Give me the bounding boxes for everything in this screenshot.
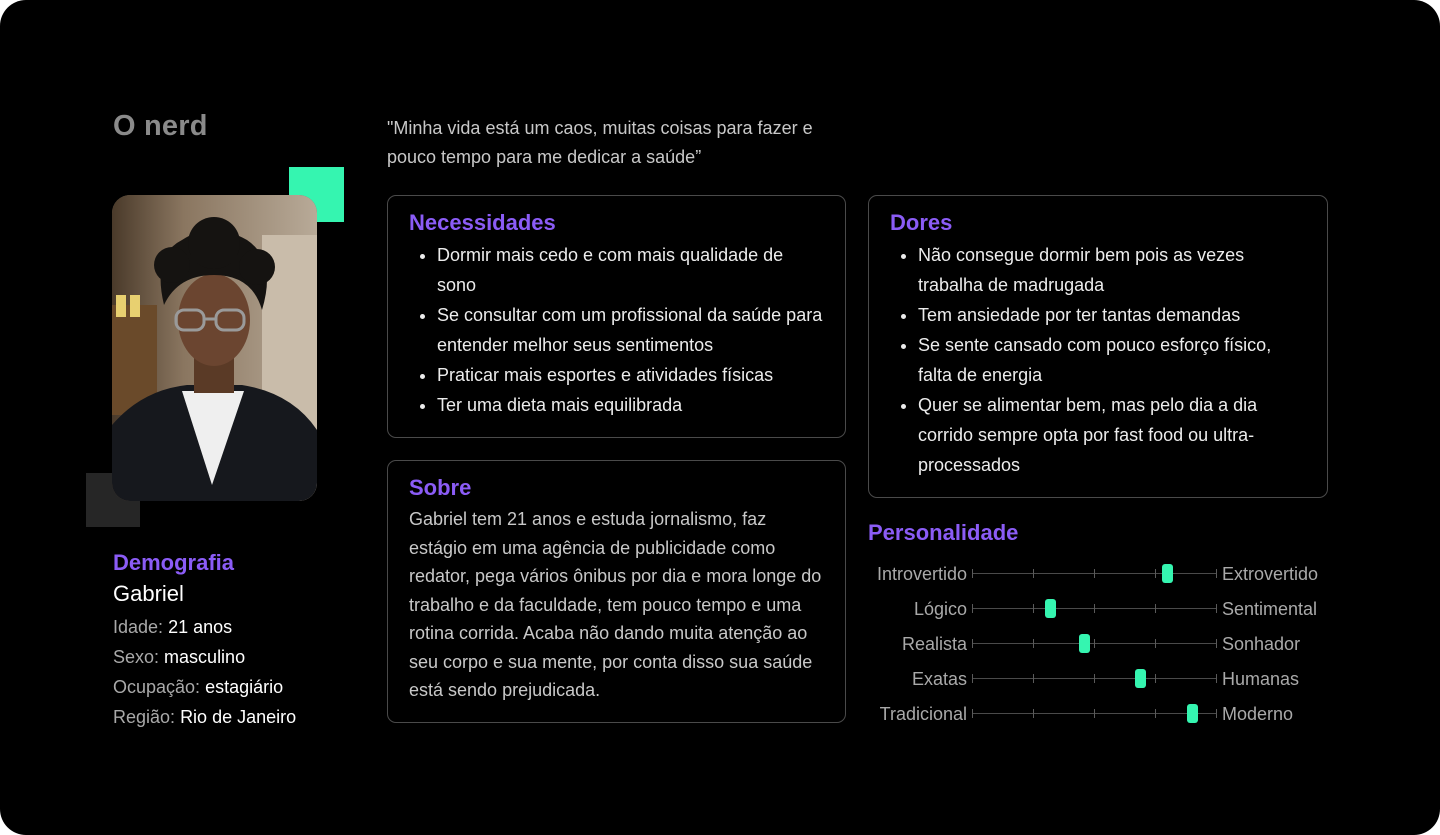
list-item: • Tem ansiedade por ter tantas demandas [918, 300, 1306, 330]
slider-tick [1155, 604, 1156, 613]
persona-quote: "Minha vida está um caos, muitas coisas para fazer e pouco tempo para me dedicar a saúde” [387, 118, 813, 167]
slider-tick [1033, 674, 1034, 683]
list-item: • Ter uma dieta mais equilibrada [437, 390, 824, 420]
trait-left-label: Realista [901, 634, 967, 654]
needs-title: Necessidades [409, 210, 556, 235]
list-item: • Praticar mais esportes e atividades físicas [437, 360, 824, 390]
needs-card [387, 195, 846, 438]
list-item: • Não consegue dormir bem pois as vezes trabalha de madrugada [918, 240, 1306, 300]
demographics-value: masculino [164, 647, 246, 667]
persona-name: Gabriel [113, 581, 184, 606]
pains-card [868, 195, 1328, 498]
trait-slider-track [972, 643, 1216, 644]
trait-slider-track [972, 713, 1216, 714]
demographics-row-age [113, 612, 373, 642]
slider-tick [1216, 569, 1217, 578]
slider-tick [1155, 569, 1156, 578]
slider-tick [1033, 604, 1034, 613]
persona-title: O nerd [113, 110, 208, 142]
slider-tick [972, 604, 973, 613]
trait-left-label: Introvertido [876, 564, 967, 584]
demographics-title: Demografia [113, 550, 235, 575]
slider-tick [972, 569, 973, 578]
list-item: • Se consultar com um profissional da saúde para entender melhor seus sentimentos [437, 300, 824, 360]
trait-right-label: Moderno [1222, 704, 1294, 724]
personality-trait [868, 632, 1338, 656]
demographics-value: Rio de Janeiro [180, 707, 297, 727]
slider-tick [1155, 639, 1156, 648]
slider-tick [1216, 709, 1217, 718]
trait-right-label: Humanas [1222, 669, 1300, 689]
slider-tick [1216, 674, 1217, 683]
needs-list [409, 240, 824, 420]
demographics-label: Sexo: [113, 647, 160, 667]
slider-tick [1094, 674, 1095, 683]
about-title: Sobre [409, 475, 472, 500]
demographics-section [113, 550, 373, 732]
slider-thumb [1135, 669, 1146, 688]
slider-tick [1094, 569, 1095, 578]
slider-tick [1094, 709, 1095, 718]
demographics-label: Região: [113, 707, 176, 727]
demographics-value: estagiário [205, 677, 284, 697]
trait-slider-track [972, 608, 1216, 609]
personality-trait [868, 702, 1338, 726]
about-text: Gabriel tem 21 anos e estuda jornalismo, faz estágio em uma agência de publicidade como redator, pega vários ônibus por dia e mora longe do trabalho e da faculdade, tem pouco tempo e uma rotina corrida. Acaba não dando muita atenção ao seu corpo e sua mente, por conta disso sua saúde está sendo prejudicada. [409, 509, 822, 700]
personality-trait [868, 562, 1338, 586]
slider-tick [1094, 639, 1095, 648]
slider-thumb [1079, 634, 1090, 653]
personality-trait [868, 667, 1338, 691]
trait-left-label: Lógico [913, 599, 967, 619]
demographics-row-occupation [113, 672, 373, 702]
demographics-label: Ocupação: [113, 677, 201, 697]
demographics-row-region [113, 702, 373, 732]
demographics-row-sex [113, 642, 373, 672]
slider-tick [1033, 709, 1034, 718]
trait-right-label: Sentimental [1222, 599, 1318, 619]
list-item: • Quer se alimentar bem, mas pelo dia a dia corrido sempre opta por fast food ou ultra-processados [918, 390, 1306, 480]
slider-tick [1216, 604, 1217, 613]
list-item: • Se sente cansado com pouco esforço físico, falta de energia [918, 330, 1306, 390]
trait-left-label: Tradicional [879, 704, 967, 724]
slider-tick [972, 639, 973, 648]
slider-tick [1094, 604, 1095, 613]
slider-tick [1033, 639, 1034, 648]
slider-tick [972, 709, 973, 718]
trait-slider-track [972, 678, 1216, 679]
personality-section [868, 520, 1338, 740]
list-item: • Dormir mais cedo e com mais qualidade de sono [437, 240, 824, 300]
demographics-value: 21 anos [168, 617, 233, 637]
personality-trait [868, 597, 1338, 621]
slider-tick [972, 674, 973, 683]
personality-title: Personalidade [868, 520, 1019, 545]
persona-photo [112, 195, 317, 501]
slider-tick [1033, 569, 1034, 578]
demographics-label: Idade: [113, 617, 164, 637]
trait-slider-track [972, 573, 1216, 574]
slider-tick [1155, 674, 1156, 683]
slider-tick [1216, 639, 1217, 648]
slider-tick [1155, 709, 1156, 718]
persona-photo-illustration [112, 195, 317, 501]
pains-title: Dores [890, 210, 953, 235]
slider-thumb [1045, 599, 1056, 618]
pains-list [890, 240, 1306, 480]
trait-right-label: Sonhador [1222, 634, 1301, 654]
slider-thumb [1162, 564, 1173, 583]
trait-left-label: Exatas [911, 669, 967, 689]
about-card [387, 460, 846, 723]
trait-right-label: Extrovertido [1222, 564, 1319, 584]
slider-thumb [1187, 704, 1198, 723]
